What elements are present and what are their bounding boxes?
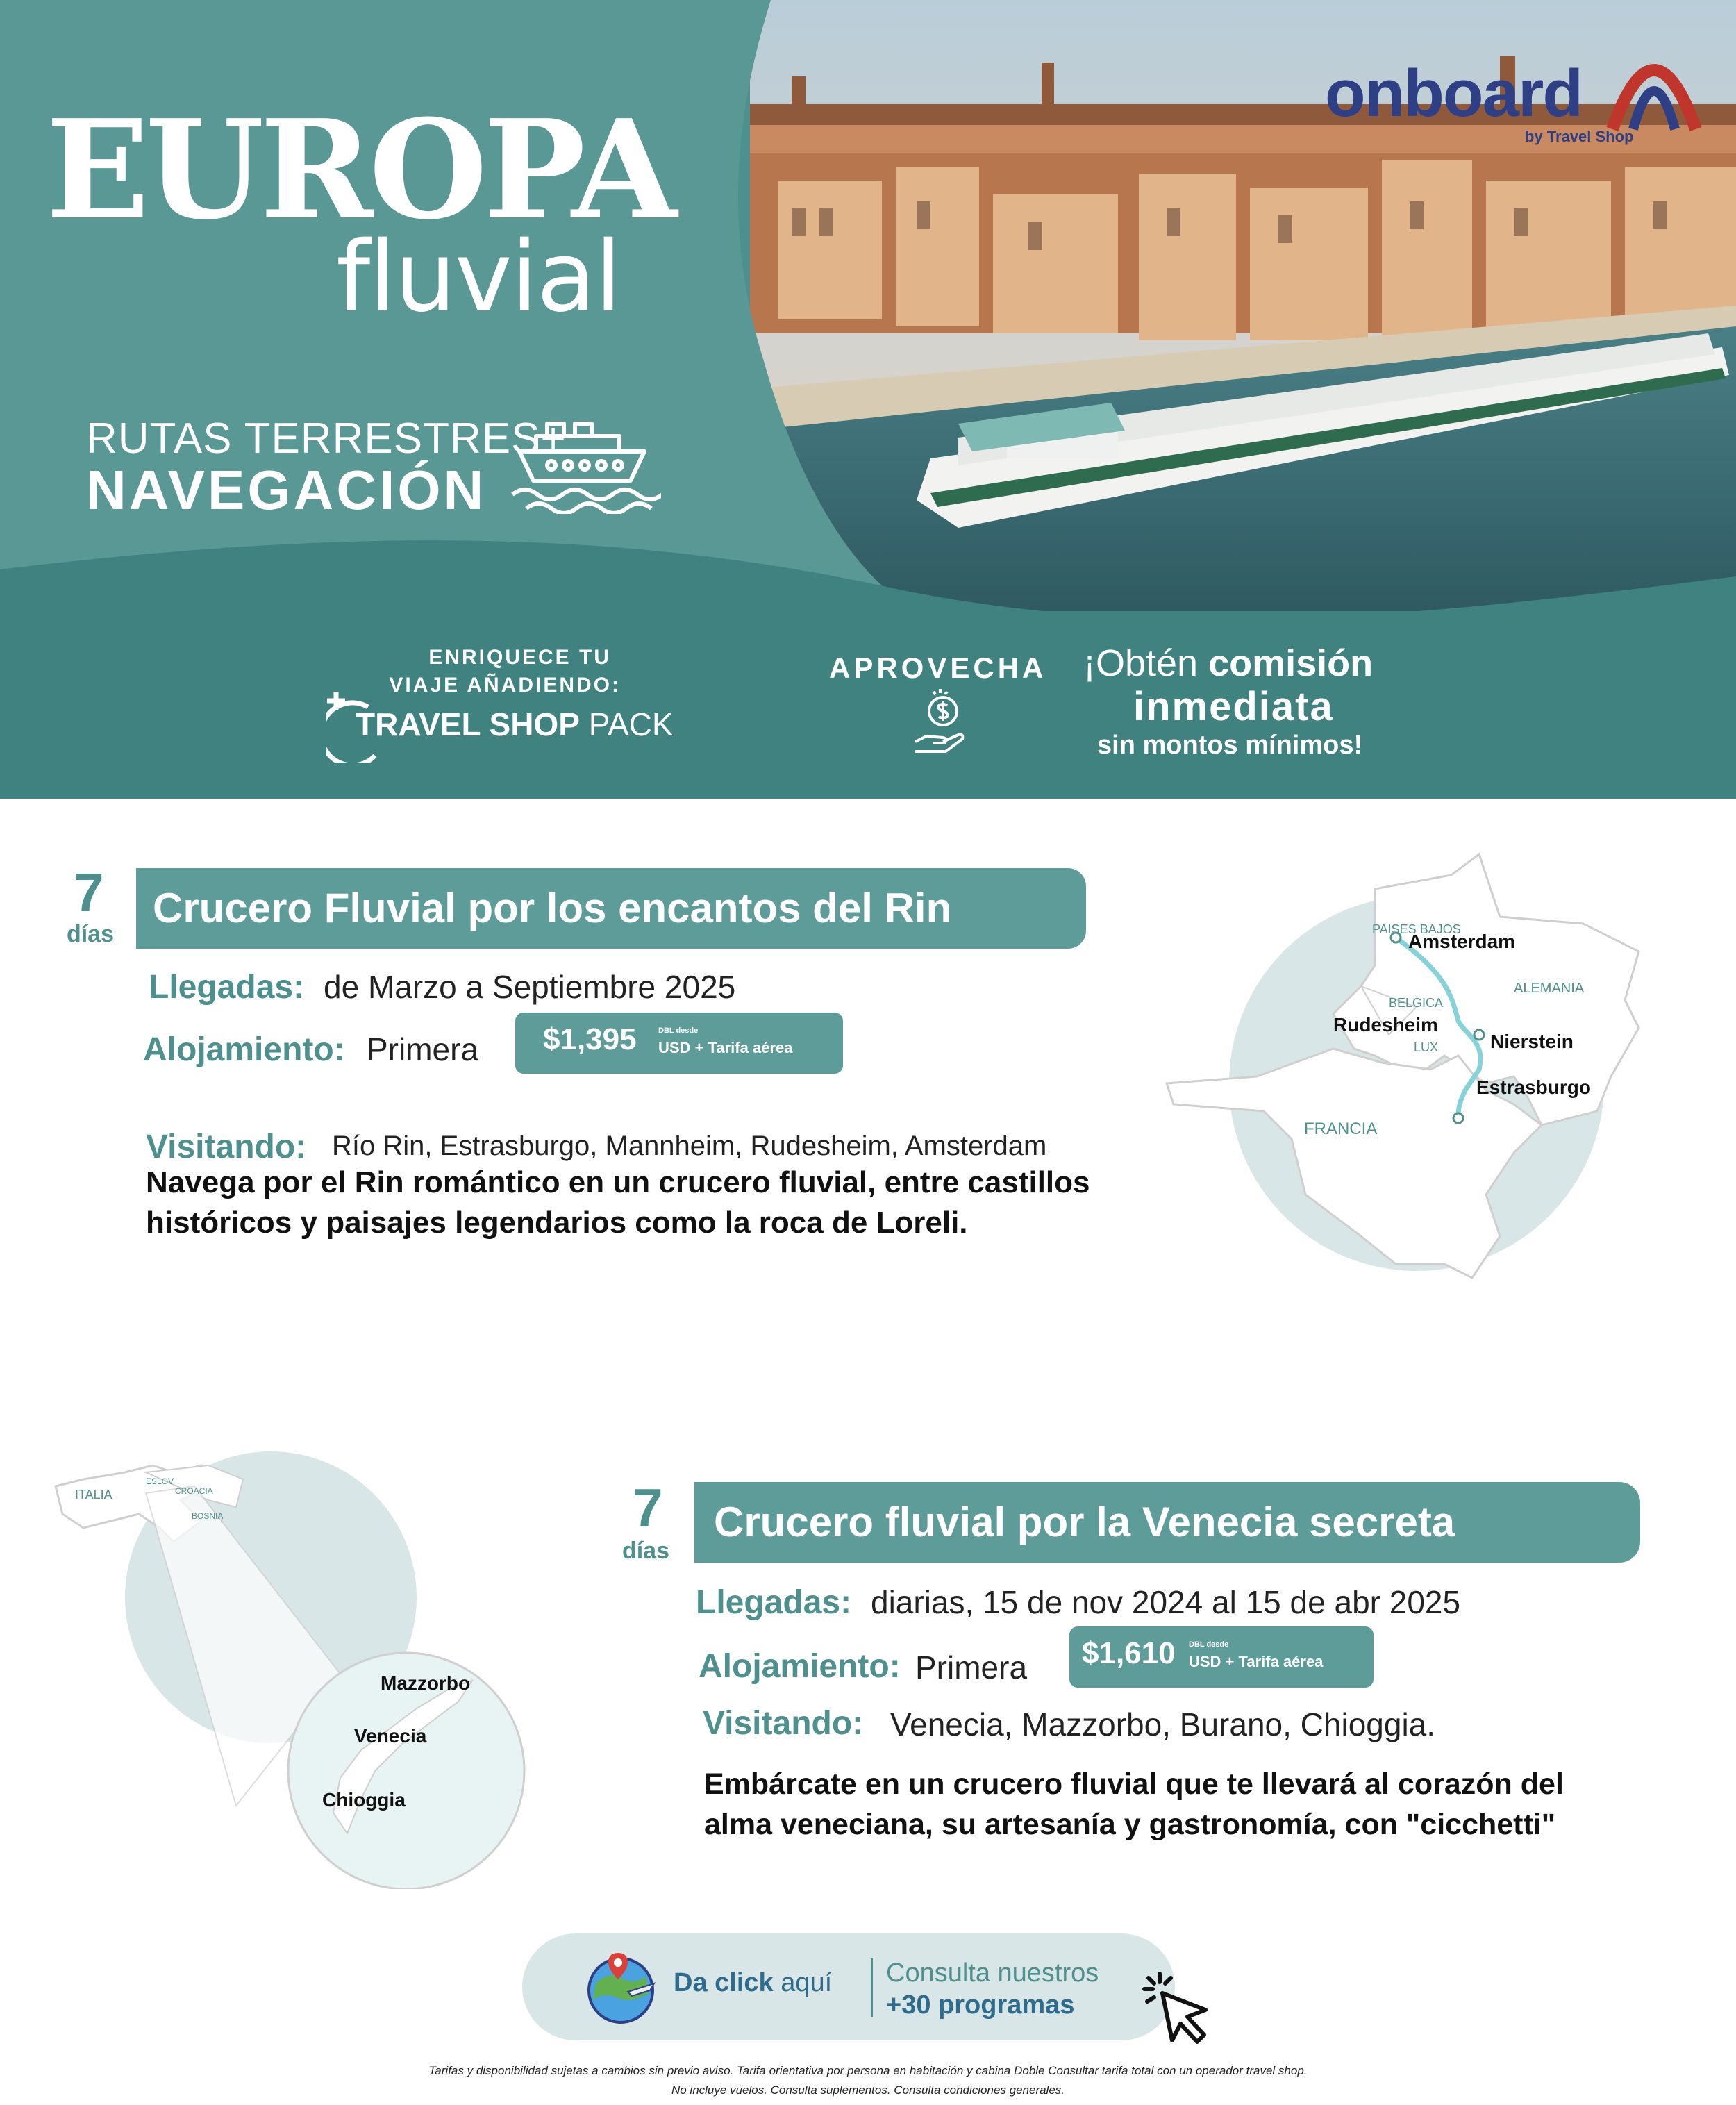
pack-bold: TRAVEL SHOP [356,706,580,742]
cruise1-alojamiento: Primera [367,1031,479,1067]
cta-click-light: aquí [781,1968,833,1997]
brand-subtitle: fluvial [336,221,621,334]
map-label-estrasburgo: Estrasburgo [1476,1076,1591,1098]
onboard-logo: onboard [1325,56,1582,131]
comision-line1 [1083,642,1373,685]
navegacion-label: NAVEGACIÓN [86,459,487,521]
cruise1-description: Navega por el Rin romántico en un crucero fluvial, entre castillos históricos y paisajes legendarios como la roca de Loreli. [146,1165,1090,1240]
cruise2-llegadas-label: Llegadas: [696,1584,852,1621]
map-label-alemania: ALEMANIA [1514,981,1585,996]
cruise2-price: $1,610 [1082,1636,1176,1670]
travel-shop-pack [356,706,674,743]
map-label-rudesheim: Rudesheim [1333,1014,1438,1035]
map-label-belgica: BELGICA [1389,996,1444,1010]
rutas-label: RUTAS TERRESTRES+ [86,415,567,463]
comision-bold1: comisión [1208,642,1374,684]
comision-bold2: inmediata [1133,684,1334,729]
map-label-amsterdam: Amsterdam [1408,931,1516,952]
money-hand-icon [912,688,969,757]
globe-plane-icon [582,1949,660,2027]
cruise2-llegadas: diarias, 15 de nov 2024 al 15 de abr 2025 [871,1584,1461,1620]
cruise2-days-label: días [621,1538,670,1564]
cruise1-llegadas: de Marzo a Septiembre 2025 [324,969,736,1005]
cruise1-days: 7 [74,862,104,923]
rhine-route-map [1153,847,1680,1306]
map-label-mazzorbo: Mazzorbo [381,1672,471,1694]
cruise1-price-small1: DBL desde [658,1026,699,1035]
cruise2-alojamiento-label: Alojamiento: [699,1648,901,1685]
cruise2-visitando: Venecia, Mazzorbo, Burano, Chioggia. [890,1706,1436,1742]
cruise1-price-badge [515,1013,843,1074]
onboard-tagline: by Travel Shop [1525,128,1634,145]
cursor-click-icon [1139,1970,1222,2053]
cruise1-llegadas-label: Llegadas: [149,969,305,1006]
map-label-paises-bajos: PAISES BAJOS [1372,922,1461,936]
cruise1-days-label: días [66,921,115,947]
map-label-venecia: Venecia [354,1725,427,1747]
cruise2-description-line2: alma veneciana, su artesanía y gastronomía, con "cicchetti" [704,1808,1556,1841]
map-label-chioggia: Chioggia [322,1789,406,1811]
map-label-croacia: CROACIA [175,1486,213,1496]
footer-line1: Tarifas y disponibilidad sujetas a cambios sin previo aviso. Tarifa orientativa por persona en habitación y cabina Doble Consultar tarifa total con un operador travel shop. [428,2064,1308,2077]
cruise2-visitando-label: Visitando: [703,1705,864,1742]
map-label-nierstein: Nierstein [1490,1031,1574,1052]
cruise1-alojamiento-label: Alojamiento: [143,1031,345,1068]
cruise2-days: 7 [633,1477,663,1538]
onboard-arch-icon [1605,25,1703,136]
map-label-bosnia: BOSNIA [192,1511,224,1521]
cruise2-price-small2: USD + Tarifa aérea [1189,1653,1324,1670]
map-label-francia: FRANCIA [1304,1120,1378,1138]
cta-click-text [674,1968,832,1998]
cruise1-price-small2: USD + Tarifa aérea [658,1039,793,1056]
cruise2-price-badge [1069,1626,1374,1688]
enriquece-line1: ENRIQUECE TU [428,646,611,669]
comision-suffix: sin montos mínimos! [1097,731,1363,760]
pack-light: PACK [588,706,674,742]
venice-route-map [42,1445,542,1889]
footer-line2: No incluye vuelos. Consulta suplementos. Consulta condiciones generales. [671,2083,1065,2097]
cruise2-title: Crucero fluvial por la Venecia secreta [694,1482,1640,1563]
hero-banner [0,0,1736,799]
cta-programas: +30 programas [886,1990,1075,2020]
map-label-eslov: ESLOV [146,1476,174,1486]
enriquece-line2: VIAJE AÑADIENDO: [389,674,621,697]
cta-click-bold: Da click [674,1968,774,1997]
cruise1-price: $1,395 [543,1022,637,1056]
cruise2-price-small1: DBL desde [1189,1640,1229,1649]
comision-prefix: ¡Obtén [1083,642,1199,684]
cruise2-alojamiento: Primera [915,1649,1028,1686]
cruise-ship-icon [506,417,661,514]
cruise1-visitando-label: Visitando: [146,1129,307,1165]
cta-divider [871,1958,873,2017]
programs-cta-button[interactable] [522,1933,1175,2040]
cruise1-title: Crucero Fluvial por los encantos del Rin [136,868,1086,949]
cruise1-visitando: Río Rin, Estrasburgo, Mannheim, Rudesheim, Amsterdam [332,1131,1047,1161]
map-label-lux: LUX [1414,1040,1439,1054]
aprovecha-label: APROVECHA [829,651,1047,684]
brand-title: EUROPA [46,90,674,250]
cta-consulta: Consulta nuestros [886,1958,1099,1988]
cruise2-description-line1: Embárcate en un crucero fluvial que te llevará al corazón del [704,1767,1564,1801]
map-label-italia: ITALIA [75,1488,112,1501]
